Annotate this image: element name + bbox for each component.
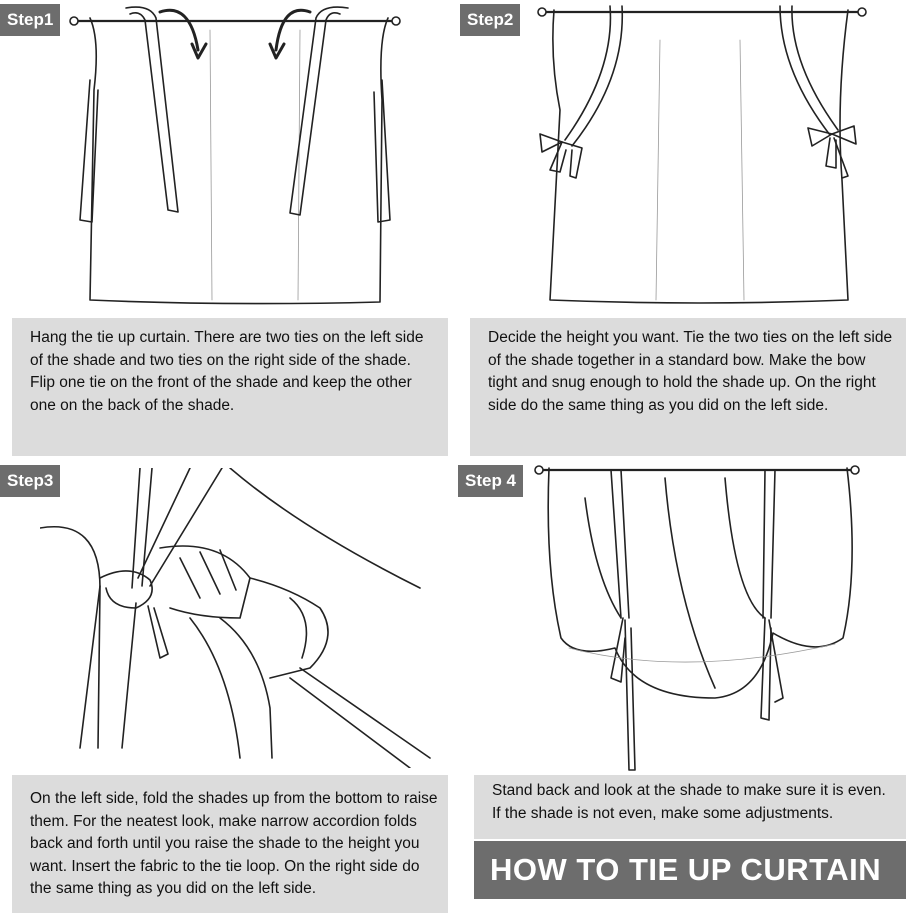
page-title: HOW TO TIE UP CURTAIN — [474, 841, 906, 899]
step3-caption: On the left side, fold the shades up from the bottom to raise them. For the neatest look, make narrow accordion folds back and forth until you raise the shade to the height you want. Insert the fabric to the tie loop. On the right side do the same thing as you did on the left side. — [12, 775, 448, 913]
step1-illustration — [60, 0, 420, 310]
step3-illustration — [40, 468, 440, 768]
step1-caption: Hang the tie up curtain. There are two ties on the left side of the shade and two ties on the right side of the shade. Flip one tie on the front of the shade and keep the other one on the back of the shade. — [12, 318, 448, 456]
step4-badge: Step 4 — [458, 465, 523, 497]
step2-caption: Decide the height you want. Tie the two ties on the left side of the shade together in a standard bow. Make the bow tight and snug enough to hold the shade up. On the right side do the same thing as you did on the left side. — [470, 318, 906, 456]
step1-badge: Step1 — [0, 4, 60, 36]
step2-badge: Step2 — [460, 4, 520, 36]
step4-illustration — [525, 458, 875, 773]
step2-illustration — [530, 0, 875, 310]
step4-caption: Stand back and look at the shade to make sure it is even. If the shade is not even, make some adjustments. — [474, 775, 906, 839]
step3-badge: Step3 — [0, 465, 60, 497]
